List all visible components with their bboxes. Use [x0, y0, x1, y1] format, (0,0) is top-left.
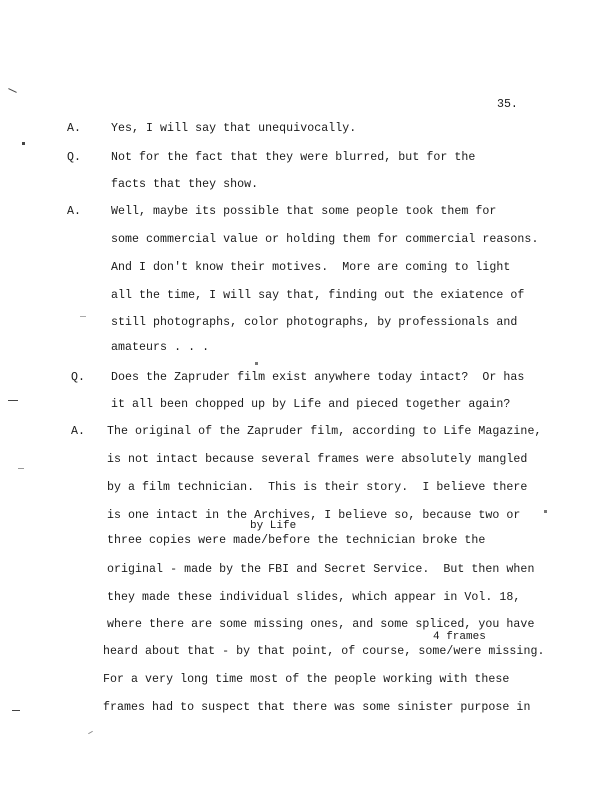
handwritten-insertion: by Life — [250, 520, 297, 532]
speaker-label: A. — [71, 425, 85, 438]
transcript-line: For a very long time most of the people working with these — [103, 673, 510, 686]
scan-mark — [8, 400, 18, 401]
speaker-label: A. — [67, 122, 81, 135]
transcript-line: some commercial value or holding them for commercial reasons. — [111, 233, 539, 246]
transcript-line: original - made by the FBI and Secret Service. But then when — [107, 563, 535, 576]
scan-mark — [18, 468, 24, 469]
transcript-line: The original of the Zapruder film, according to Life Magazine, — [107, 425, 542, 438]
scan-mark — [12, 710, 20, 711]
scan-mark — [88, 731, 93, 734]
transcript-line: is one intact in the Archives, I believe so, because two or — [107, 509, 521, 522]
transcript-line: frames had to suspect that there was some sinister purpose in — [103, 701, 531, 714]
transcript-line: by a film technician. This is their story. I believe there — [107, 481, 528, 494]
page-number: 35. — [497, 98, 518, 111]
transcript-line: it all been chopped up by Life and pieced together again? — [111, 398, 511, 411]
transcript-line: Yes, I will say that unequivocally. — [111, 122, 357, 135]
transcript-line: Not for the fact that they were blurred, but for the — [111, 151, 476, 164]
transcript-line: Does the Zapruder film exist anywhere today intact? Or has — [111, 371, 525, 384]
scan-mark — [8, 88, 17, 93]
transcript-line: And I don't know their motives. More are coming to light — [111, 261, 511, 274]
transcript-line: Well, maybe its possible that some people took them for — [111, 205, 497, 218]
transcript-line: facts that they show. — [111, 178, 259, 191]
scan-mark — [22, 142, 25, 145]
transcript-line: they made these individual slides, which appear in Vol. 18, — [107, 591, 521, 604]
scan-mark — [544, 510, 547, 513]
speaker-label: Q. — [71, 371, 85, 384]
transcript-line: three copies were made/before the technician broke the — [107, 534, 486, 547]
scan-mark — [255, 362, 258, 365]
transcript-line: still photographs, color photographs, by professionals and — [111, 316, 518, 329]
handwritten-insertion: 4 frames — [433, 631, 486, 643]
scan-mark — [80, 316, 86, 317]
transcript-line: all the time, I will say that, finding out the exiatence of — [111, 289, 525, 302]
transcript-line: heard about that - by that point, of course, some/were missing. — [103, 645, 545, 658]
speaker-label: Q. — [67, 151, 81, 164]
transcript-line: where there are some missing ones, and some spliced, you have — [107, 618, 535, 631]
transcript-line: amateurs . . . — [111, 341, 210, 354]
speaker-label: A. — [67, 205, 81, 218]
transcript-line: is not intact because several frames were absolutely mangled — [107, 453, 528, 466]
